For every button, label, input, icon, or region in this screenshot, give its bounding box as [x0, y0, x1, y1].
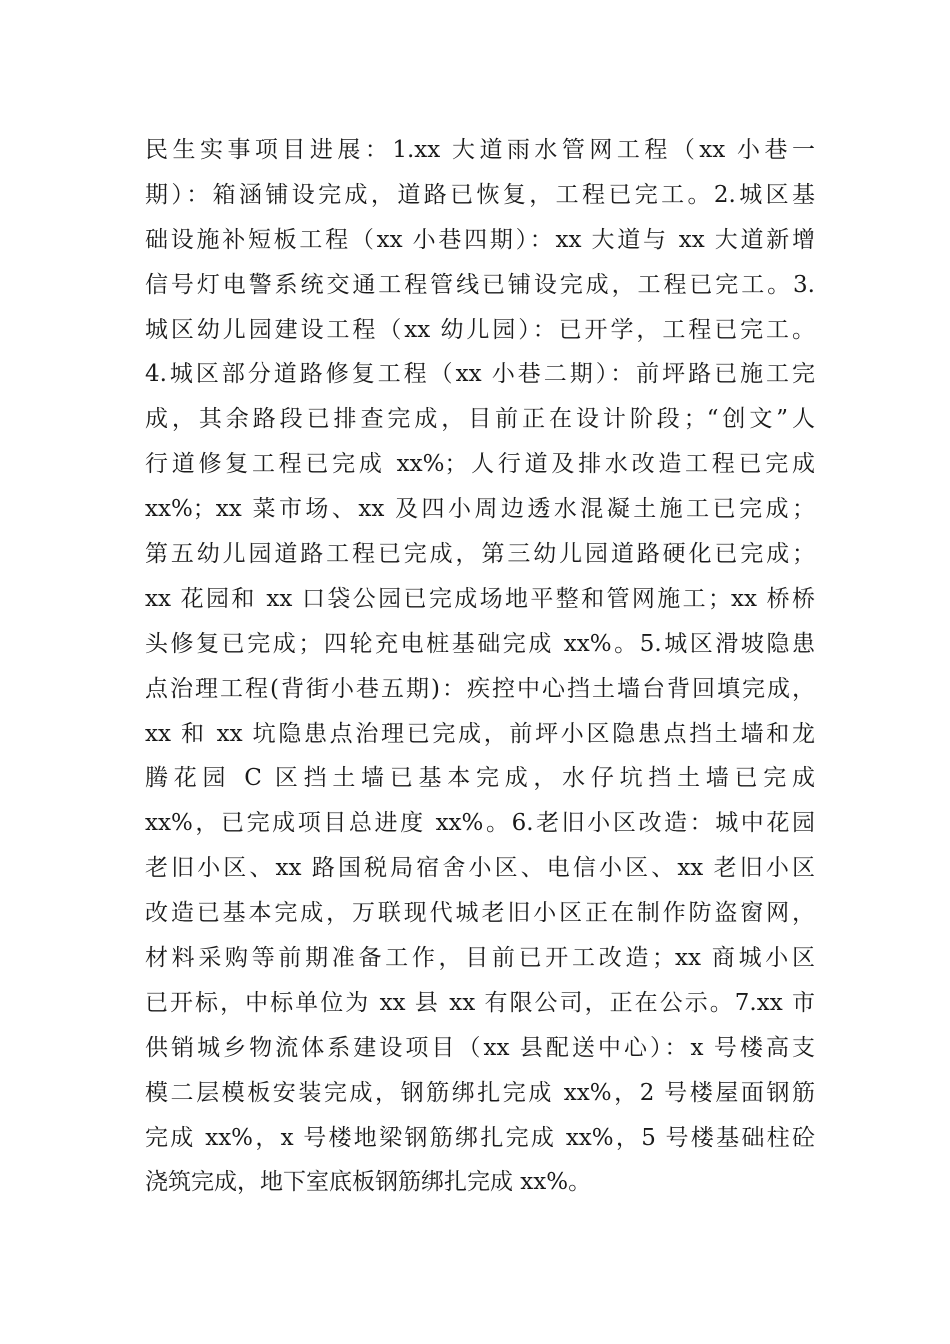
paragraph-line: 信号灯电警系统交通工程管线已铺设完成，工程已完工。3.: [145, 271, 815, 298]
paragraph-line: 第五幼儿园道路工程已完成，第三幼儿园道路硬化已完成；: [145, 541, 815, 568]
paragraph-line: xx%，已完成项目总进度 xx%。6.老旧小区改造：城中花园: [145, 810, 815, 837]
paragraph-line: 4.城区部分道路修复工程（xx 小巷二期）：前坪路已施工完: [145, 361, 815, 388]
paragraph-line: 老旧小区、xx 路国税局宿舍小区、电信小区、xx 老旧小区: [145, 855, 815, 882]
paragraph-line: 供销城乡物流体系建设项目（xx 县配送中心）：x 号楼高支: [145, 1034, 815, 1061]
paragraph-line: 头修复已完成；四轮充电桩基础完成 xx%。5.城区滑坡隐患: [145, 630, 815, 657]
paragraph-line: 材料采购等前期准备工作，目前已开工改造；xx 商城小区: [145, 945, 815, 972]
paragraph-line: xx 花园和 xx 口袋公园已完成场地平整和管网施工；xx 桥桥: [145, 585, 815, 612]
paragraph-line: 改造已基本完成，万联现代城老旧小区正在制作防盗窗网，: [145, 900, 815, 927]
paragraph-line: xx 和 xx 坑隐患点治理已完成，前坪小区隐患点挡土墙和龙: [145, 720, 815, 747]
paragraph-line: 民生实事项目进展：1.xx 大道雨水管网工程（xx 小巷一: [145, 137, 815, 163]
paragraph-line: 行道修复工程已完成 xx%；人行道及排水改造工程已完成: [145, 451, 815, 478]
paragraph-line: 腾花园 C 区挡土墙已基本完成，水仔坑挡土墙已完成: [145, 765, 815, 792]
paragraph-line: 城区幼儿园建设工程（xx 幼儿园）：已开学，工程已完工。: [145, 316, 815, 343]
paragraph-line-last: 浇筑完成，地下室底板钢筋绑扎完成 xx%。: [145, 1169, 592, 1196]
paragraph-line: 完成 xx%，x 号楼地梁钢筋绑扎完成 xx%，5 号楼基础柱砼: [145, 1124, 815, 1151]
body-paragraph: [145, 128, 815, 1205]
paragraph-line: 期）：箱涵铺设完成，道路已恢复，工程已完工。2.城区基: [145, 181, 815, 208]
paragraph-line: 成，其余路段已排查完成，目前正在设计阶段；“创文”人: [145, 406, 815, 433]
paragraph-line: xx%；xx 菜市场、xx 及四小周边透水混凝土施工已完成；: [145, 496, 815, 523]
paragraph-line: 点治理工程(背街小巷五期)：疾控中心挡土墙台背回填完成，: [145, 675, 815, 702]
paragraph-line: 础设施补短板工程（xx 小巷四期）：xx 大道与 xx 大道新增: [145, 226, 815, 253]
paragraph-line: 模二层模板安装完成，钢筋绑扎完成 xx%，2 号楼屋面钢筋: [145, 1079, 815, 1106]
paragraph-line: 已开标，中标单位为 xx 县 xx 有限公司，正在公示。7.xx 市: [145, 989, 815, 1016]
